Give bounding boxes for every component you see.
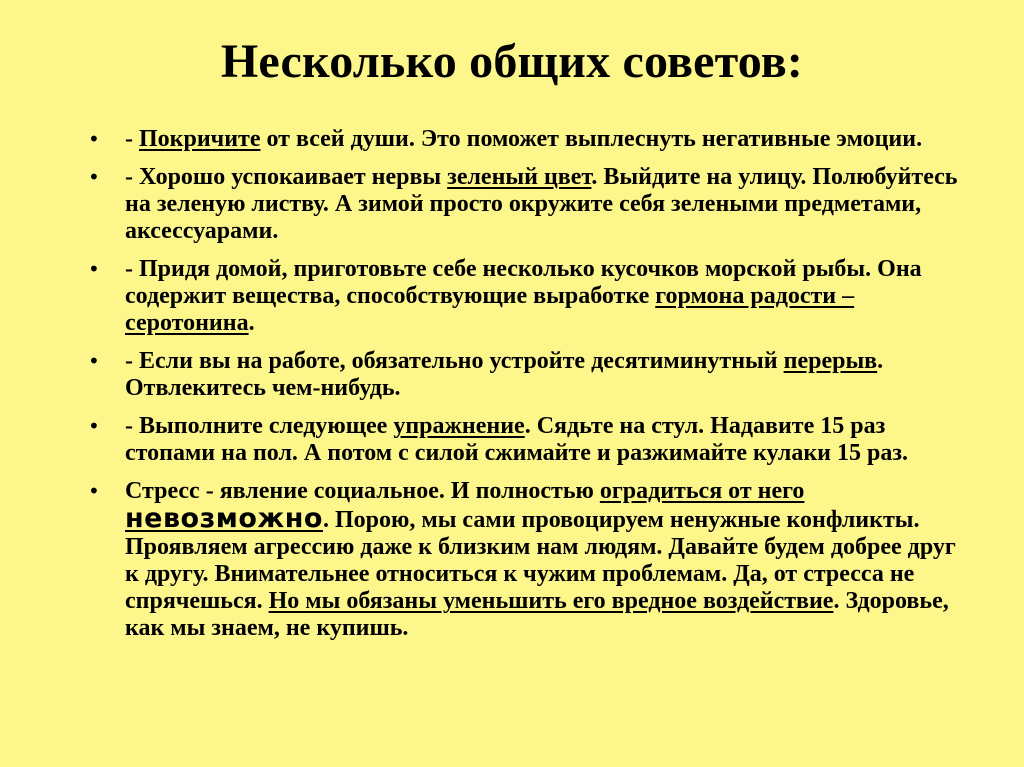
tip-text: [125, 126, 922, 152]
emphasized-text: перерыв: [783, 348, 878, 374]
tip-text-segment: . Сядьте на стул. Надавите 15 раз стопами на пол. А потом с силой сжимайте и разжимайте кулаки 15 раз.: [125, 413, 908, 466]
tip-item: [88, 164, 968, 245]
bullet-icon: •: [88, 257, 100, 281]
tip-text-segment: от всей души. Это поможет выплеснуть негативные эмоции.: [260, 126, 923, 152]
tip-text: [125, 164, 958, 244]
tip-text: [125, 478, 956, 641]
tip-text: [125, 348, 883, 401]
tip-item: [88, 126, 968, 153]
emphasized-text: оградиться от него: [599, 478, 805, 504]
emphasized-text: зеленый цвет: [447, 164, 592, 190]
tip-text-segment: . Здоровье, как мы знаем, не купишь.: [125, 588, 949, 641]
emphasized-text: невозможно: [125, 503, 323, 534]
bullet-icon: •: [88, 165, 100, 189]
tip-text-segment: . Порою, мы сами провоцируем ненужные конфликты. Проявляем агрессию даже к близким нам людям. Давайте будем добрее друг к другу. Внимательнее относиться к чужим проблемам. Да, от стресса не спрячешься.: [125, 507, 956, 614]
emphasized-text: Покричите: [139, 126, 261, 152]
tip-text-segment: - Если вы на работе, обязательно устройте десятиминутный: [125, 348, 784, 374]
emphasized-text: гормона радости – серотонина: [125, 283, 855, 336]
tip-text-segment: - Хорошо успокаивает нервы: [125, 164, 448, 190]
tip-item: [88, 478, 968, 642]
bullet-icon: •: [88, 349, 100, 373]
bullet-icon: •: [88, 414, 100, 438]
tip-text-segment: . Выйдите на улицу. Полюбуйтесь на зеленую листву. А зимой просто окружите себя зелеными предметами, аксессуарами.: [125, 164, 958, 244]
bullet-icon: •: [88, 479, 100, 503]
tip-text-segment: -: [125, 126, 139, 152]
slide-title: Несколько общих советов:: [220, 35, 804, 88]
tip-item: [88, 256, 968, 337]
emphasized-text: Но мы обязаны уменьшить его вредное воздействие: [268, 588, 834, 614]
tip-text-segment: - Придя домой, приготовьте себе несколько кусочков морской рыбы. Она содержит вещества, способствующие выработке: [125, 256, 922, 309]
emphasized-text: упражнение: [393, 413, 525, 439]
tip-text-segment: . Отвлекитесь чем-нибудь.: [125, 348, 884, 401]
tip-text-segment: .: [248, 310, 255, 336]
tips-list: [88, 126, 968, 653]
bullet-icon: •: [88, 127, 100, 151]
tip-text: [125, 256, 922, 336]
tip-text: [125, 413, 908, 466]
tip-item: [88, 348, 968, 402]
tip-text-segment: Стресс - явление социальное. И полностью: [125, 478, 600, 504]
tip-text-segment: - Выполните следующее: [125, 413, 394, 439]
tip-item: [88, 413, 968, 467]
